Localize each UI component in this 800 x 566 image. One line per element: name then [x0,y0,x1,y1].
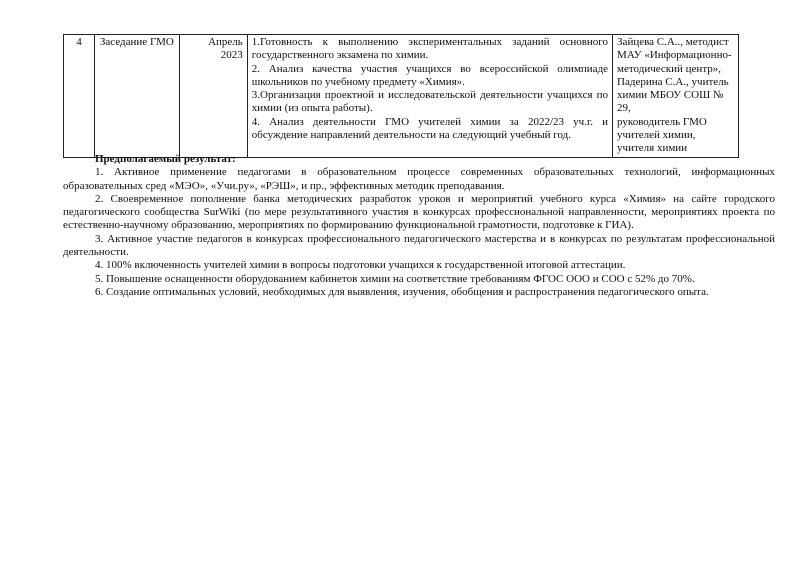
responsible-item: Падерина С.А., учитель химии МБОУ СОШ № 29, [617,75,729,115]
result-item: 2. Своевременное пополнение банка методических разработок уроков и мероприятий учебного курса «Химия» на сайте городского педагогического сообщества SurWiki (по мере результативного участия в конкурсах профессиональной направленности, мероприятиях проекта по естественно-научному образованию, мероприятиях по формированию функциональной грамотности, подготовке к ГИА). [63,192,775,232]
responsible-item: Зайцева С.А.., методист МАУ «Информационно-методический центр», [617,36,732,75]
result-item: 6. Создание оптимальных условий, необходимых для выявления, изучения, обобщения и распространения педагогического опыта. [95,285,709,298]
table-row [64,35,739,158]
date-cell: Апрель 2023 [179,35,247,158]
result-item: 5. Повышение оснащенности оборудованием кабинетов химии на соответствие требованиям ФГОС ООО и СОО с 52% до 70%. [95,272,695,285]
topic-item: 4. Анализ деятельности ГМО учителей химии за 2022/23 уч.г. и обсуждение направлений деятельности на следующий учебный год. [251,115,609,142]
results-heading: Предполагаемый результат: [95,153,236,165]
responsible-item: руководитель ГМО учителей химии, [617,115,707,142]
result-item: 1. Активное применение педагогами в образовательном процессе современных образовательных технологий, информационных образовательных сред «МЭО», «Учи.ру», «РЭШ», и пр., эффективных методик преподавания. [63,166,775,192]
result-item: 3. Активное участие педагогов в конкурсах профессионального педагогического мастерства и в конкурсах по результатам профессиональной деятельности. [63,232,775,259]
topic-item: 2. Анализ качества участия учащихся во всероссийской олимпиаде школьников по учебному предмету «Химия». [251,62,609,88]
result-item: 4. 100% включенность учителей химии в вопросы подготовки учащихся к государственной итоговой аттестации. [95,259,626,272]
row-number: 4 [64,35,95,158]
responsible-cell [613,35,739,158]
expected-results [63,153,775,299]
event-cell: Заседание ГМО [94,35,179,158]
topics-cell [247,35,612,158]
plan-table [63,34,739,158]
topic-item: 1.Готовность к выполнению экспериментальных заданий основного государственного экзамена по химии. [251,36,609,62]
responsible-item: учителя химии [617,142,688,155]
topic-item: 3.Организация проектной и исследовательской деятельности учащихся по химии (из опыта работы). [251,89,609,115]
